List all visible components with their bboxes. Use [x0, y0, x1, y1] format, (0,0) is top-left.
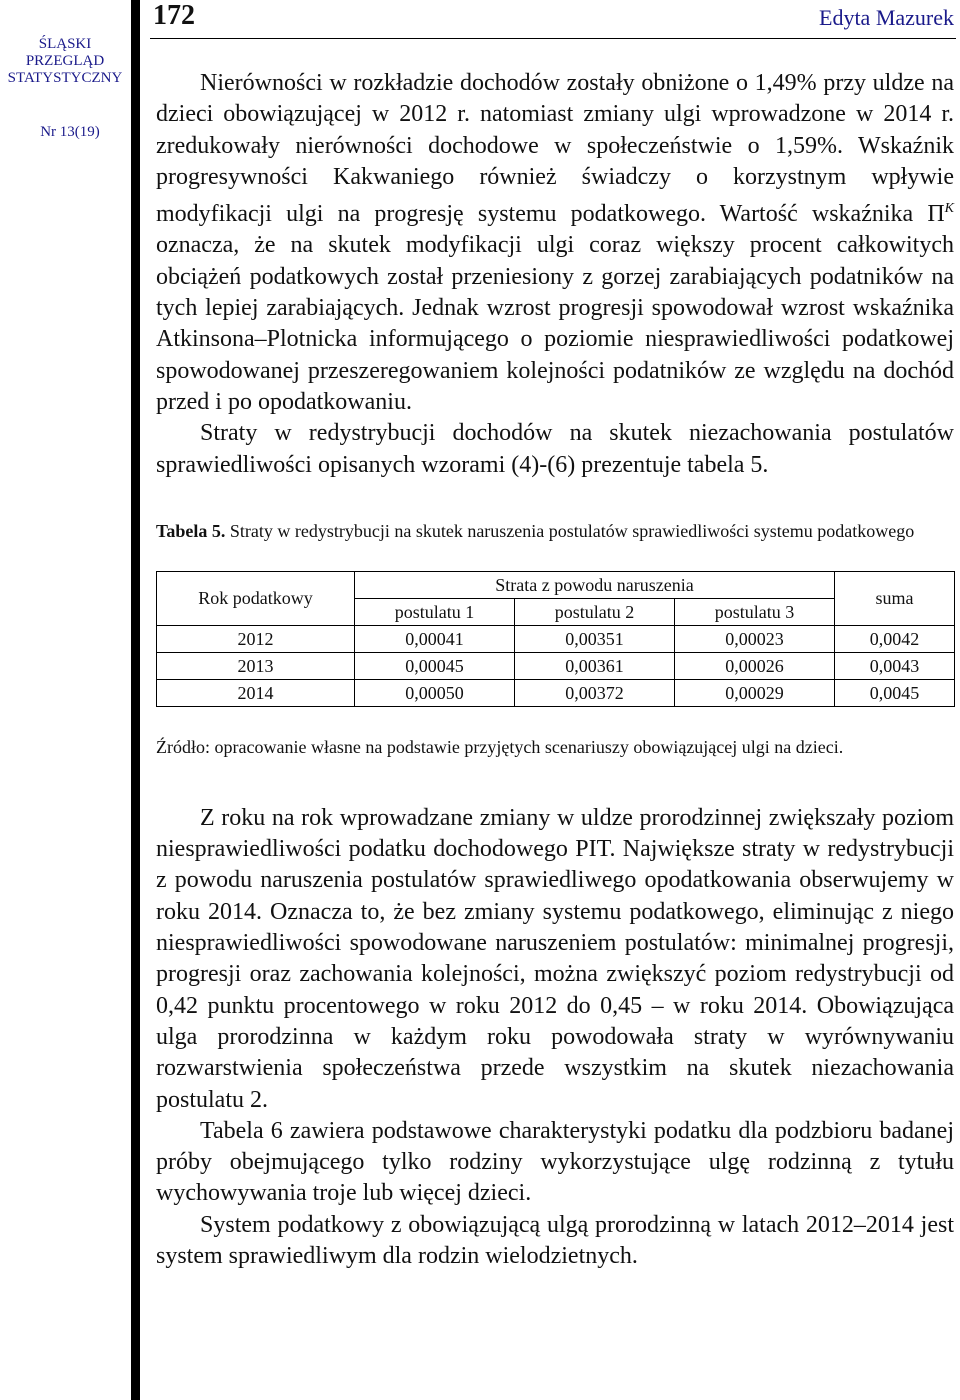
journal-title-line: STATYSTYCZNY — [7, 70, 123, 86]
cell-p3: 0,00029 — [675, 679, 835, 706]
header-postulate-3: postulatu 3 — [675, 598, 835, 625]
table-row — [157, 652, 955, 679]
page-number: 172 — [153, 0, 195, 31]
cell-year: 2014 — [157, 679, 355, 706]
header-postulate-1: postulatu 1 — [355, 598, 515, 625]
paragraph: Z roku na rok wprowadzane zmiany w uldze prorodzinnej zwiększały poziom niesprawiedliwości podatku dochodowego PIT. Największe straty w redystrybucji z powodu naruszenia postulatów sprawiedliwego opodatkowania obserwujemy w roku 2014. Oznacza to, że bez zmiany systemu podatkowego, eliminując z niego niesprawiedliwości spowodowane naruszeniem postulatów: minimalnej progresji, progresji oraz zachowania kolejności, można zwiększyć poziom redystrybucji od 0,42 punktu procentowego w roku 2012 do 0,45 – w roku 2014. Obowiązująca ulga prorodzinna w każdym roku powodowała straty w wyrównywaniu rozwarstwienia społeczeństwa przede wszystkim na skutek niezachowania postulatu 2. — [156, 804, 954, 1113]
cell-p3: 0,00026 — [675, 652, 835, 679]
kakwani-superscript: K — [944, 201, 954, 217]
header-year: Rok podatkowy — [157, 571, 355, 625]
paragraph-text: Nierówności w rozkładzie dochodów zostały obniżone o 1,49% przy uldze na dzieci obowiązującej w 2012 r. natomiast zmiany ulgi wprowadzone w 2014 r. zredukowały nierówności dochodowe w społeczeństwie o 1,59%. Wskaźnik progresywności Kakwaniego również świadczy o korzystnym wpływie modyfikacji ulgi na progresję systemu podatkowego. Wartość wskaźnika Π — [156, 70, 954, 228]
table-source: Źródło: opracowanie własne na podstawie przyjętych scenariuszy obowiązującej ulgi na dzieci. — [156, 736, 844, 757]
header-postulate-2: postulatu 2 — [515, 598, 675, 625]
paragraph — [156, 68, 954, 418]
table-row — [157, 679, 955, 706]
cell-sum: 0,0042 — [835, 625, 955, 652]
table-caption — [156, 520, 954, 543]
cell-p2: 0,00361 — [515, 652, 675, 679]
journal-title-line: PRZEGLĄD — [25, 53, 105, 69]
header-sum: suma — [835, 571, 955, 625]
paragraph: Tabela 6 zawiera podstawowe charakterystyki podatku dla podzbioru badanej próby obejmującego tylko rodziny wykorzystujące ulgę rodzinną z tytułu wychowywania troje lub więcej dzieci. — [156, 1117, 954, 1207]
cell-year: 2012 — [157, 625, 355, 652]
table-caption-label: Tabela 5. — [156, 520, 226, 541]
sidebar-rule — [131, 0, 140, 1400]
page-body — [156, 68, 954, 1272]
paragraph: Straty w redystrybucji dochodów na skutek niezachowania postulatów sprawiedliwości opisanych wzorami (4)-(6) prezentuje tabela 5. — [156, 420, 954, 478]
header-group: Strata z powodu naruszenia — [355, 571, 835, 598]
cell-sum: 0,0043 — [835, 652, 955, 679]
journal-title — [0, 36, 130, 87]
cell-p1: 0,00050 — [355, 679, 515, 706]
cell-p1: 0,00045 — [355, 652, 515, 679]
cell-p2: 0,00351 — [515, 625, 675, 652]
running-header-author: Edyta Mazurek — [819, 5, 954, 30]
cell-year: 2013 — [157, 652, 355, 679]
cell-p3: 0,00023 — [675, 625, 835, 652]
paragraph-text: oznacza, że na skutek modyfikacji ulgi coraz większy procent całkowitych obciążeń podatkowych został przeniesiony z gorzej zarabiających podatników na tych lepiej zarabiających. Jednak wzrost progresji spowodował wzrost wskaźnika Atkinsona–Plotnicka informującego o poziomie niesprawiedliwości podatkowej spowodowanej przeszeregowaniem kolejności podatników ze względu na dochód przed i po opodatkowaniu. — [156, 232, 954, 415]
issue-number: Nr 13(19) — [40, 124, 100, 140]
cell-sum: 0,0045 — [835, 679, 955, 706]
cell-p1: 0,00041 — [355, 625, 515, 652]
table-caption-text: Straty w redystrybucji na skutek naruszenia postulatów sprawiedliwości systemu podatkowego — [225, 520, 915, 541]
header-rule — [150, 38, 956, 39]
losses-table — [156, 571, 955, 707]
journal-title-line: ŚLĄSKI — [38, 36, 92, 52]
paragraph: System podatkowy z obowiązującą ulgą prorodzinną w latach 2012–2014 jest system sprawiedliwym dla rodzin wielodzietnych. — [156, 1211, 954, 1270]
section-spacer — [156, 759, 954, 803]
table-row — [157, 625, 955, 652]
cell-p2: 0,00372 — [515, 679, 675, 706]
